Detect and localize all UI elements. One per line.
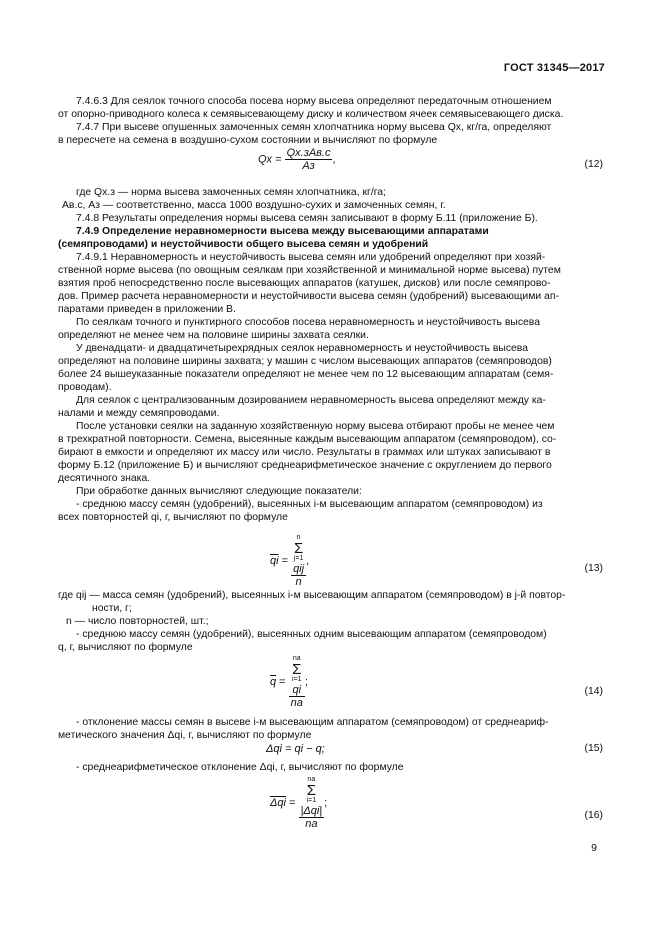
text-line: 7.4.7 При высеве опушенных замоченных семян хлопчатника норму высева Qx, кг/га, определяют [76,122,552,133]
page-number: 9 [591,842,597,854]
text-line: метического значения Δqi, г, вычисляют по формуле [58,730,312,741]
text-line: ности, г; [92,603,132,614]
text-line: налами и между семяпроводами. [58,408,220,419]
text-line: где qij — масса семян (удобрений), высеянных i-м высевающим аппаратом (семяпроводом) в j-й повтор- [58,590,566,601]
formula-13: $\overline{qi}$ = n Σ j=1 qij n , [270,534,310,588]
text-line: бирают в емкости и определяют их массу или число. Результаты в граммах или штуках записывают в [58,447,551,458]
text-line: где Qх.з — норма высева замоченных семян хлопчатника, кг/га; [76,187,386,198]
formula-number: (12) [584,159,603,170]
text-line: в трехкратной повторности. Семена, высеянные каждым высевающим аппаратом (семяпроводом), со- [58,434,557,445]
text-line: более 24 вышеуказанные показатели определяют не менее чем по 12 высевающим аппаратам (семя- [58,369,554,380]
text-line: всех повторностей qi, г, вычисляют по формуле [58,512,288,523]
text-line: q, г, вычисляют по формуле [58,642,193,653]
formula-number: (16) [584,810,603,821]
text-line: - отклонение массы семян в высеве i-м высевающим аппаратом (семяпроводом) от среднеариф- [76,717,549,728]
text-line: от опорно-приводного колеса к семявысевающему диску и количеством ячеек семявысевающего диска. [58,109,564,120]
formula-16: $\overline{\Delta qi}$ = nа Σ i=1 |Δqi| nа ; [270,776,328,830]
text-line: - среднюю массу семян (удобрений), высеянных одним высевающим аппаратом (семяпроводом) [76,629,547,640]
text-line: паратами приведен в приложении В. [58,304,236,315]
text-line: Ав.с, Аз — соответственно, масса 1000 воздушно-сухих и замоченных семян, г. [62,200,446,211]
text-line: дов. Пример расчета неравномерности и неустойчивости высева семян (удобрений) высевающими ап- [58,291,559,302]
section-heading: 7.4.9 Определение неравномерности высева между высевающими аппаратами [76,226,489,237]
text-line: При обработке данных вычисляют следующие показатели: [76,486,362,497]
text-line: После установки сеялки на заданную хозяйственную норму высева отбирают пробы не менее чем [76,421,555,432]
formula-number: (13) [584,563,603,574]
formula-12: Qх = $\frac{\text{Qх.зАв.с}}{Аз}$ , [258,147,336,172]
document-header: ГОСТ 31345—2017 [503,62,605,74]
text-line: проводам). [58,382,112,393]
text-line: определяют не менее чем на половине ширины захвата сеялки. [58,330,369,341]
text-line: взятия проб непосредственно после высевающих аппаратов (катушек, дисков) или после семяпрово- [58,278,551,289]
formula-15: Δqi = qi − q; [266,743,325,755]
text-line: 7.4.8 Результаты определения нормы высева семян записывают в форму Б.11 (приложение Б). [76,213,538,224]
text-line: десятичного знака. [58,473,151,484]
formula-number: (14) [584,686,603,697]
text-line: Для сеялок с централизованным дозированием неравномерность высева определяют между ка- [76,395,546,406]
text-line: У двенадцати- и двадцатичетырехрядных сеялок неравномерность и неустойчивость высева [76,343,528,354]
text-line: - среднюю массу семян (удобрений), высеянных i-м высевающим аппаратом (семяпроводом) из [76,499,543,510]
text-line: - среднеарифметическое отклонение Δqi, г, вычисляют по формуле [76,762,404,773]
text-line: n — число повторностей, шт.; [66,616,209,627]
text-line: 7.4.6.3 Для сеялок точного способа посева норму высева определяют передаточным отношением [76,96,552,107]
section-heading: (семяпроводами) и неустойчивости общего высева семян и удобрений [58,239,429,250]
text-line: ственной норме высева (по овощным сеялкам при хозяйственной и минимальной норме высева) путем [58,265,561,276]
text-line: 7.4.9.1 Неравномерность и неустойчивость высева семян или удобрений определяют при хозяй- [76,252,546,263]
formula-number: (15) [584,743,603,754]
formula-14: $\overline{q}$ = nа Σ i=1 qi nа ; [270,655,308,709]
text-line: в пересчете на семена в воздушно-сухом состоянии и вычисляют по формуле [58,135,438,146]
text-line: форму Б.12 (приложение Б) и вычисляют среднеарифметическое значение с округлением до первого [58,460,552,471]
text-line: определяют на половине ширины захвата; у машин с числом высевающих аппаратов (семяпроводов) [58,356,552,367]
text-line: По сеялкам точного и пунктирного способов посева неравномерность и неустойчивость высева [76,317,540,328]
